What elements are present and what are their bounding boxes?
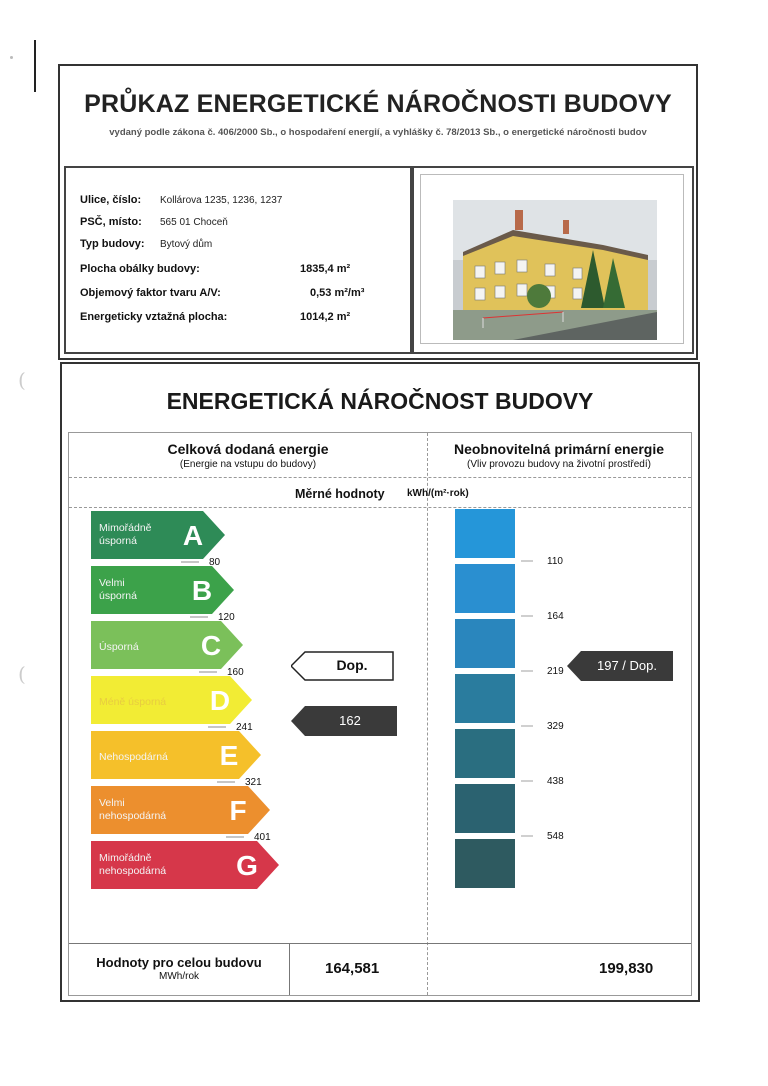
primary-energy-threshold: 438 — [547, 776, 564, 787]
energy-class-threshold: 160 — [227, 667, 244, 678]
primary-energy-band — [455, 784, 564, 842]
energy-class-name: úsporná — [99, 535, 137, 547]
energy-class-name: Mimořádně — [99, 522, 152, 534]
energy-class-name: Mimořádně — [99, 852, 152, 864]
column-divider — [427, 433, 428, 995]
energy-class-f — [91, 786, 271, 843]
energy-class-threshold: 120 — [218, 612, 235, 623]
primary-energy-bar — [455, 509, 515, 558]
primary-energy-bar — [455, 674, 515, 723]
building-photo-box — [412, 166, 694, 354]
rating-table — [68, 432, 692, 996]
energy-class-name: úsporná — [99, 590, 137, 602]
postal-value: 565 01 Choceň — [160, 217, 228, 228]
certificate-subtitle: vydaný podle zákona č. 406/2000 Sb., o hospodaření energií, a vyhlášky č. 78/2013 Sb., o energetické náročnosti budov — [109, 127, 647, 138]
energy-class-name: Velmi — [99, 797, 125, 809]
primary-energy-band — [455, 509, 563, 567]
reference-area-value: 1014,2 m² — [300, 311, 351, 323]
energy-class-letter: E — [219, 740, 239, 771]
energy-class-letter: B — [191, 575, 213, 606]
energy-class-name: nehospodárná — [99, 865, 167, 877]
units-divider — [69, 507, 691, 508]
actual-indicator-label: 162 — [339, 713, 361, 728]
postal-label: PSČ, místo: — [80, 216, 142, 228]
primary-energy-bar — [455, 784, 515, 833]
footer-divider-vertical — [289, 943, 290, 995]
footer-label: Hodnoty pro celou budovu — [96, 955, 262, 970]
certificate-title: PRŮKAZ ENERGETICKÉ NÁROČNOSTI BUDOVY — [84, 90, 672, 118]
energy-class-letter: G — [236, 850, 258, 881]
building-type-value: Bytový dům — [160, 239, 213, 250]
footer-unit: MWh/rok — [159, 971, 199, 982]
shape-factor-label: Objemový faktor tvaru A/V: — [80, 287, 221, 299]
energy-class-threshold: 80 — [209, 557, 221, 568]
energy-rating-title: ENERGETICKÁ NÁROČNOST BUDOVY — [166, 388, 594, 414]
primary-energy-threshold: 548 — [547, 831, 564, 842]
building-type-label: Typ budovy: — [80, 238, 145, 250]
scan-mark — [34, 40, 36, 92]
photo-frame — [420, 174, 684, 344]
primary-energy-threshold: 110 — [547, 556, 563, 567]
energy-class-d — [91, 676, 253, 733]
primary-energy-scale — [429, 509, 691, 941]
scan-dot — [10, 56, 13, 59]
reference-area-label: Energeticky vztažná plocha: — [80, 311, 228, 323]
energy-class-letter: D — [209, 685, 231, 716]
reference-indicator-label: Dop. — [336, 657, 368, 673]
building-photo — [453, 200, 657, 340]
energy-class-threshold: 321 — [245, 777, 262, 788]
right-column-subheading: (Vliv provozu budovy na životní prostředí) — [467, 459, 651, 470]
energy-class-letter: F — [229, 795, 247, 826]
primary-energy-bar — [455, 839, 515, 888]
shape-factor-value: 0,53 m²/m³ — [310, 287, 365, 299]
primary-energy-indicator-label: 197 / Dop. — [597, 658, 657, 673]
energy-class-name: Méně úsporná — [99, 696, 167, 708]
energy-class-name: Nehospodárná — [99, 751, 168, 763]
energy-class-threshold: 401 — [254, 832, 271, 843]
left-column-heading: Celková dodaná energie — [167, 441, 329, 457]
energy-class-letter: A — [182, 520, 204, 551]
energy-class-name: nehospodárná — [99, 810, 167, 822]
scan-brace: ( — [18, 662, 26, 686]
units-value: kWh/(m²·rok) — [407, 488, 469, 499]
energy-class-name: Úsporná — [99, 641, 139, 653]
envelope-area-value: 1835,4 m² — [300, 263, 351, 275]
primary-energy-bar — [455, 729, 515, 778]
energy-class-c — [91, 621, 244, 678]
units-label: Měrné hodnoty — [295, 487, 385, 501]
header-divider — [69, 477, 691, 478]
energy-rating-box — [60, 362, 700, 1002]
energy-class-letter: C — [200, 630, 222, 661]
primary-energy-band — [455, 619, 564, 677]
primary-energy-threshold: 219 — [547, 666, 564, 677]
energy-class-name: Velmi — [99, 577, 125, 589]
building-info-box — [64, 166, 412, 354]
primary-energy-bar — [455, 619, 515, 668]
energy-class-threshold: 241 — [236, 722, 253, 733]
energy-class-b — [91, 566, 235, 623]
scan-brace: ( — [18, 368, 26, 392]
energy-class-e — [91, 731, 262, 788]
primary-energy-band — [455, 564, 564, 622]
left-column-subheading: (Energie na vstupu do budovy) — [179, 459, 317, 470]
primary-energy-bar — [455, 564, 515, 613]
primary-energy-threshold: 164 — [547, 611, 564, 622]
right-column-heading: Neobnovitelná primární energie — [453, 441, 665, 457]
primary-energy-threshold: 329 — [547, 721, 564, 732]
footer-left-value: 164,581 — [325, 960, 380, 977]
envelope-area-label: Plocha obálky budovy: — [80, 263, 200, 275]
primary-energy-band — [455, 839, 515, 888]
energy-class-g — [91, 841, 279, 889]
primary-energy-band — [455, 674, 564, 732]
footer-divider — [69, 943, 691, 944]
footer-right-value: 199,830 — [599, 960, 654, 977]
street-value: Kollárova 1235, 1236, 1237 — [160, 195, 283, 206]
primary-energy-band — [455, 729, 564, 787]
energy-class-a — [91, 511, 225, 568]
street-label: Ulice, číslo: — [80, 194, 142, 206]
certificate-header-box — [58, 64, 698, 360]
